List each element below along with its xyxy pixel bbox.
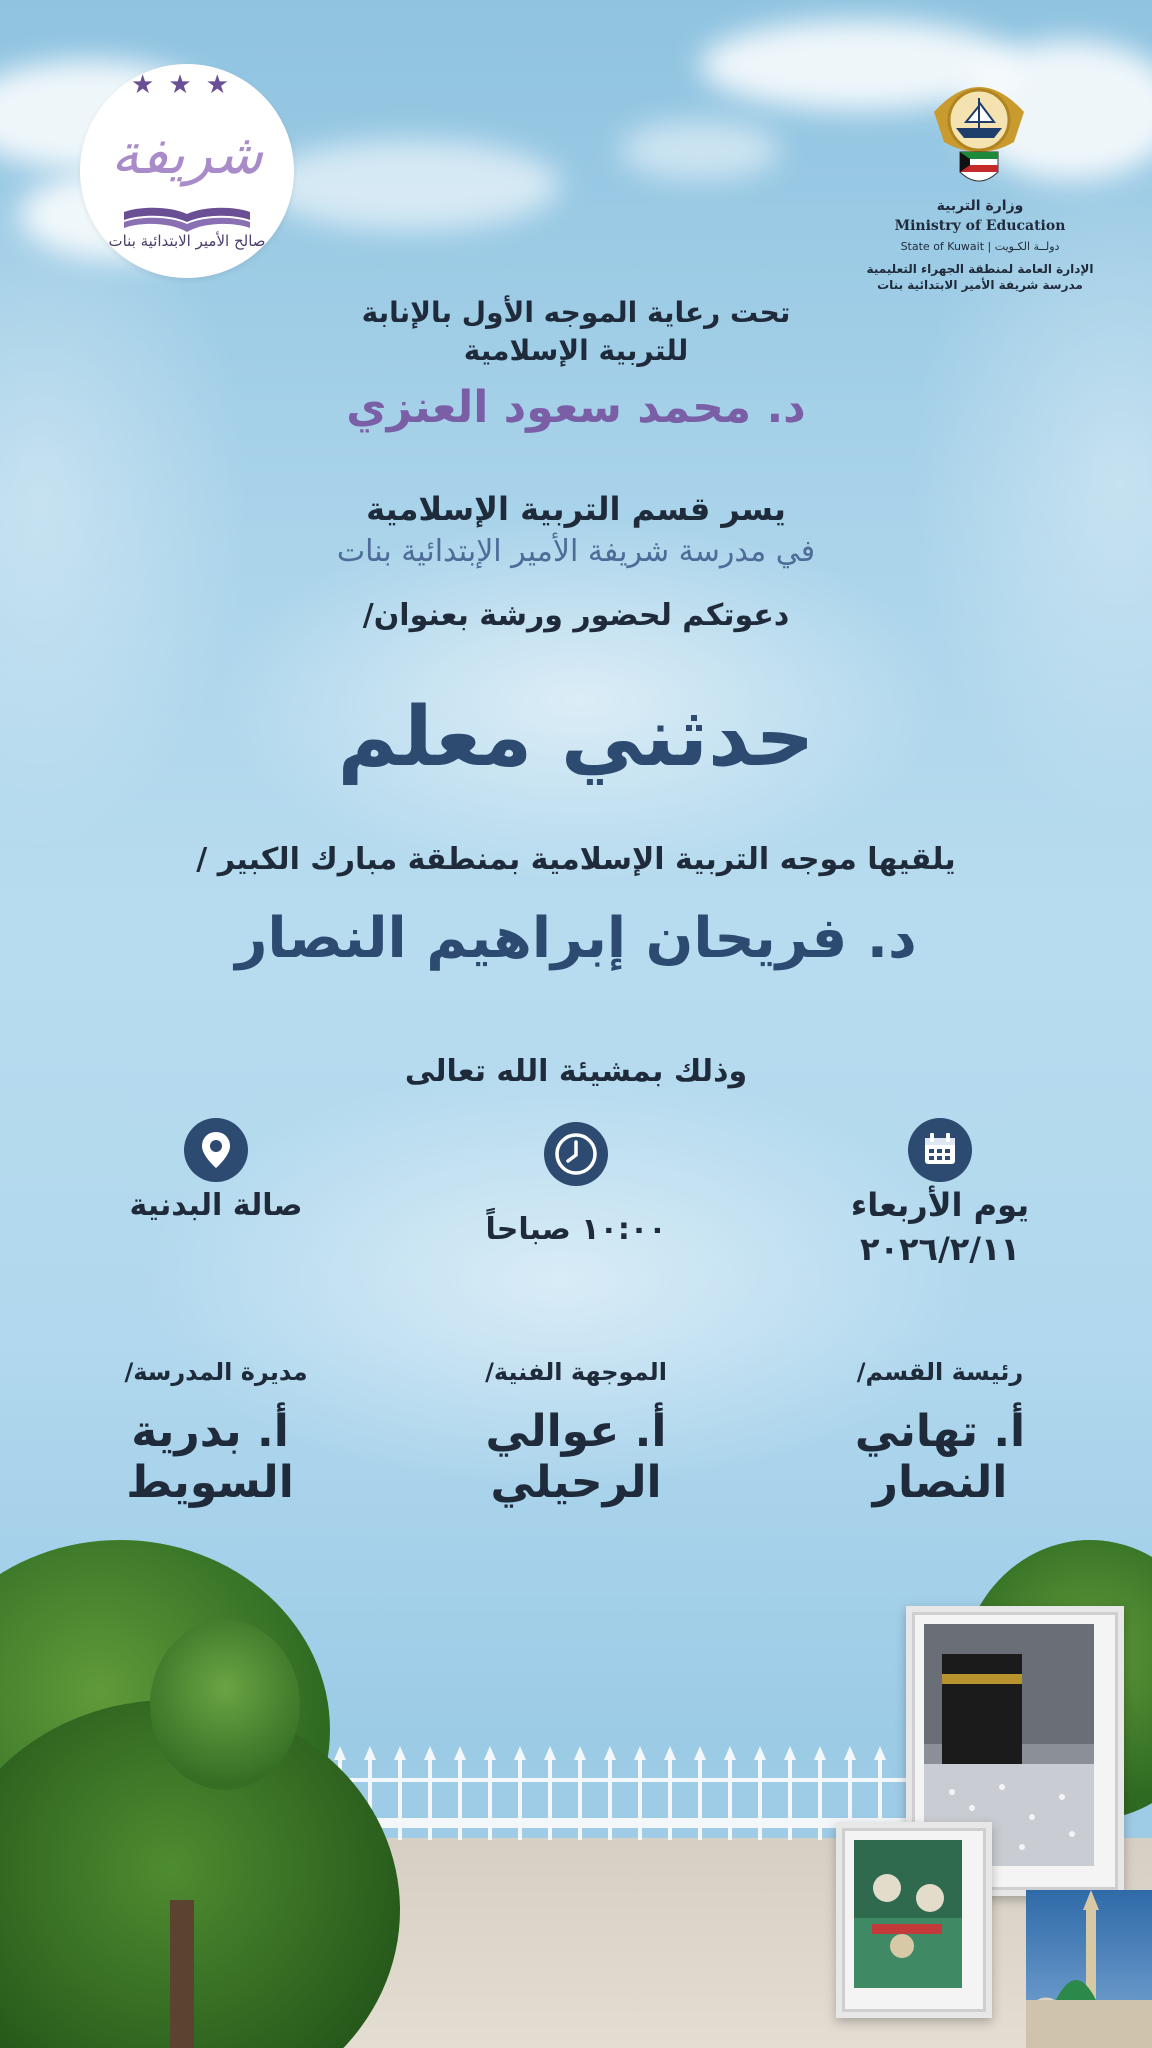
calendar-icon — [908, 1118, 972, 1182]
invitation-text: دعوتكم لحضور ورشة بعنوان/ — [362, 598, 790, 633]
patronage-line-2: للتربية الإسلامية — [463, 334, 689, 367]
state-separator: | — [987, 240, 992, 253]
school-logo — [80, 64, 294, 278]
ministry-state-line — [850, 240, 1110, 253]
host-school: في مدرسة شريفة الأمير الإبتدائية بنات — [336, 534, 816, 569]
cloud — [260, 140, 560, 230]
signatory-name: أ. بدرية السويط — [126, 1406, 294, 1508]
ministry-district: الإدارة العامة لمنطقة الجهراء التعليمية — [866, 262, 1094, 276]
blessing-text: وذلك بمشيئة الله تعالى — [404, 1054, 748, 1089]
event-day: يوم الأربعاء — [850, 1186, 1030, 1224]
mosque-image — [1026, 1890, 1152, 2048]
event-location: صالة البدنية — [129, 1188, 303, 1223]
host-department: يسر قسم التربية الإسلامية — [366, 490, 786, 528]
signatory-title: رئيسة القسم/ — [856, 1358, 1024, 1386]
ministry-school: مدرسة شريفة الأمير الابتدائية بنات — [877, 278, 1083, 292]
tree-trunk — [170, 1900, 194, 2048]
event-time: ١٠:٠٠ صباحاً — [485, 1212, 667, 1247]
cloud — [620, 120, 780, 180]
signatory-title: الموجهة الفنية/ — [485, 1358, 667, 1386]
patron-name: د. محمد سعود العنزي — [346, 382, 806, 433]
ministry-arabic-name: وزارة التربية — [936, 198, 1024, 214]
tree — [150, 1620, 300, 1790]
stars-icon: ★★★ — [131, 70, 243, 100]
patronage-line-1: تحت رعاية الموجه الأول بالإنابة — [361, 296, 791, 329]
speaker-name: د. فريحان إبراهيم النصار — [235, 906, 917, 971]
state-arabic: دولــة الكـويت — [994, 240, 1060, 253]
signatory-name: أ. تهاني النصار — [854, 1406, 1026, 1508]
state-english: State of Kuwait — [900, 240, 985, 253]
workshop-title: حدثني معلم — [337, 690, 815, 785]
speaker-intro: يلقيها موجه التربية الإسلامية بمنطقة مبارك الكبير / — [196, 842, 956, 877]
signatory-title: مديرة المدرسة/ — [124, 1358, 308, 1386]
kuwait-emblem-icon — [924, 72, 1034, 192]
school-logo-script: شريفة — [111, 122, 263, 187]
ministry-english-name: Ministry of Education — [894, 218, 1066, 234]
photo-frame-study — [836, 1822, 992, 2018]
location-pin-icon — [184, 1118, 248, 1182]
clock-icon — [544, 1122, 608, 1186]
event-date: ٢٠٢٦/٢/١١ — [859, 1230, 1021, 1268]
signatory-name: أ. عوالي الرحيلي — [485, 1406, 667, 1508]
school-logo-subtitle: صالح الأمير الابتدائية بنات — [108, 232, 266, 250]
